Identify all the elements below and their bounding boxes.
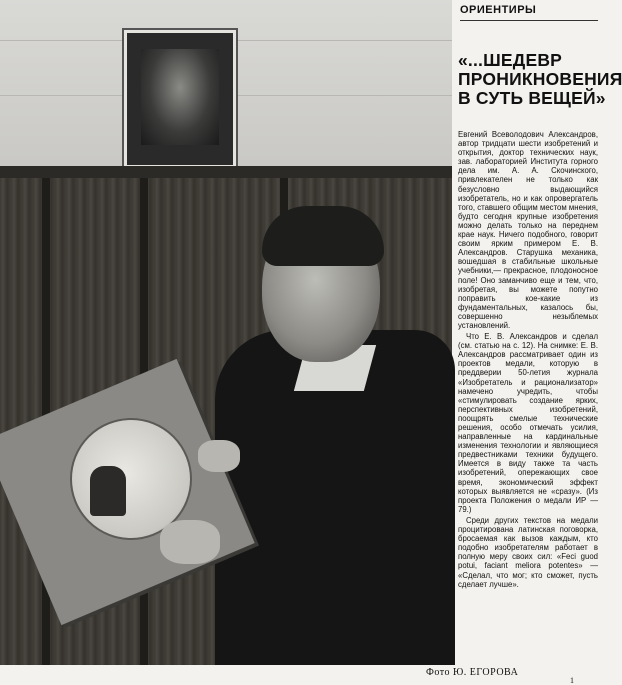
headline-line: В СУТЬ ВЕЩЕЙ»: [458, 88, 606, 108]
paragraph: Среди других текстов на медали процитирована латинская поговорка, бросаемая как вызов каждым, кто подобно изобретателям работает в полную меру своих сил: «Feci guod potui, faciant meliora potentes» — «Сделал, что мог; кто сможет, пусть сделает лучше».: [458, 515, 598, 589]
headline-line: «...ШЕДЕВР: [458, 50, 563, 70]
article-column: [458, 0, 622, 660]
article-body: [458, 130, 598, 589]
hand: [198, 440, 240, 472]
hand: [160, 520, 220, 564]
rubric-label: ОРИЕНТИРЫ: [460, 4, 598, 21]
wood-rail: [0, 166, 452, 178]
headline: [458, 50, 622, 108]
page-mark: 1: [570, 676, 574, 685]
portrait-image: [141, 49, 219, 145]
paragraph: Что Е. В. Александров и сделал (см. статью на с. 12). На снимке: Е. В. Александров рассматривает один из проектов медали, которую в преддверии 50-летия журнала «Изобретатель и рационализатор» намечено учредить, чтобы «стимулировать создание ярких, перспективных изобретений, поощрять смелые технические решения, особо отмечать усилия, направленные на кардинальные изменения технологии и являющиеся предвестниками техники будущего. Имеется в виду также та часть изобретений, опережающих свое время, экономический эффект которых выявляется не «сразу». (Из проекта Положения о медали ИР — 79.): [458, 332, 598, 514]
medal-figure: [90, 466, 126, 516]
headline-line: ПРОНИКНОВЕНИЯ: [458, 69, 622, 89]
paragraph: Евгений Всеволодович Александров, автор тридцати шести изобретений и открытия, доктор технических наук, зав. лабораторией Института горного дела им. А. А. Скочинского, привлекателен не только как безусловно выдающийся изобретатель, но и как опровергатель того, ставшего общим местом мнения, будто сегодня крупные изобретения можно делать только на переднем крае наук. Ничего подобного, говорит своим ярким примером Е. В. Александров. Старушка механика, вошедшая в стабильные школьные учебники,— прекрасное, плодоносное поле! Оно заманчиво еще и тем, что, изобретая, вы можете попутно поправить кое-какие из фундаментальных, казалось бы, совершенно незыблемых установлений.: [458, 130, 598, 330]
photo-credit: Фото Ю. ЕГОРОВА: [426, 667, 519, 678]
person-hair: [262, 206, 384, 266]
framed-portrait: [124, 30, 236, 168]
